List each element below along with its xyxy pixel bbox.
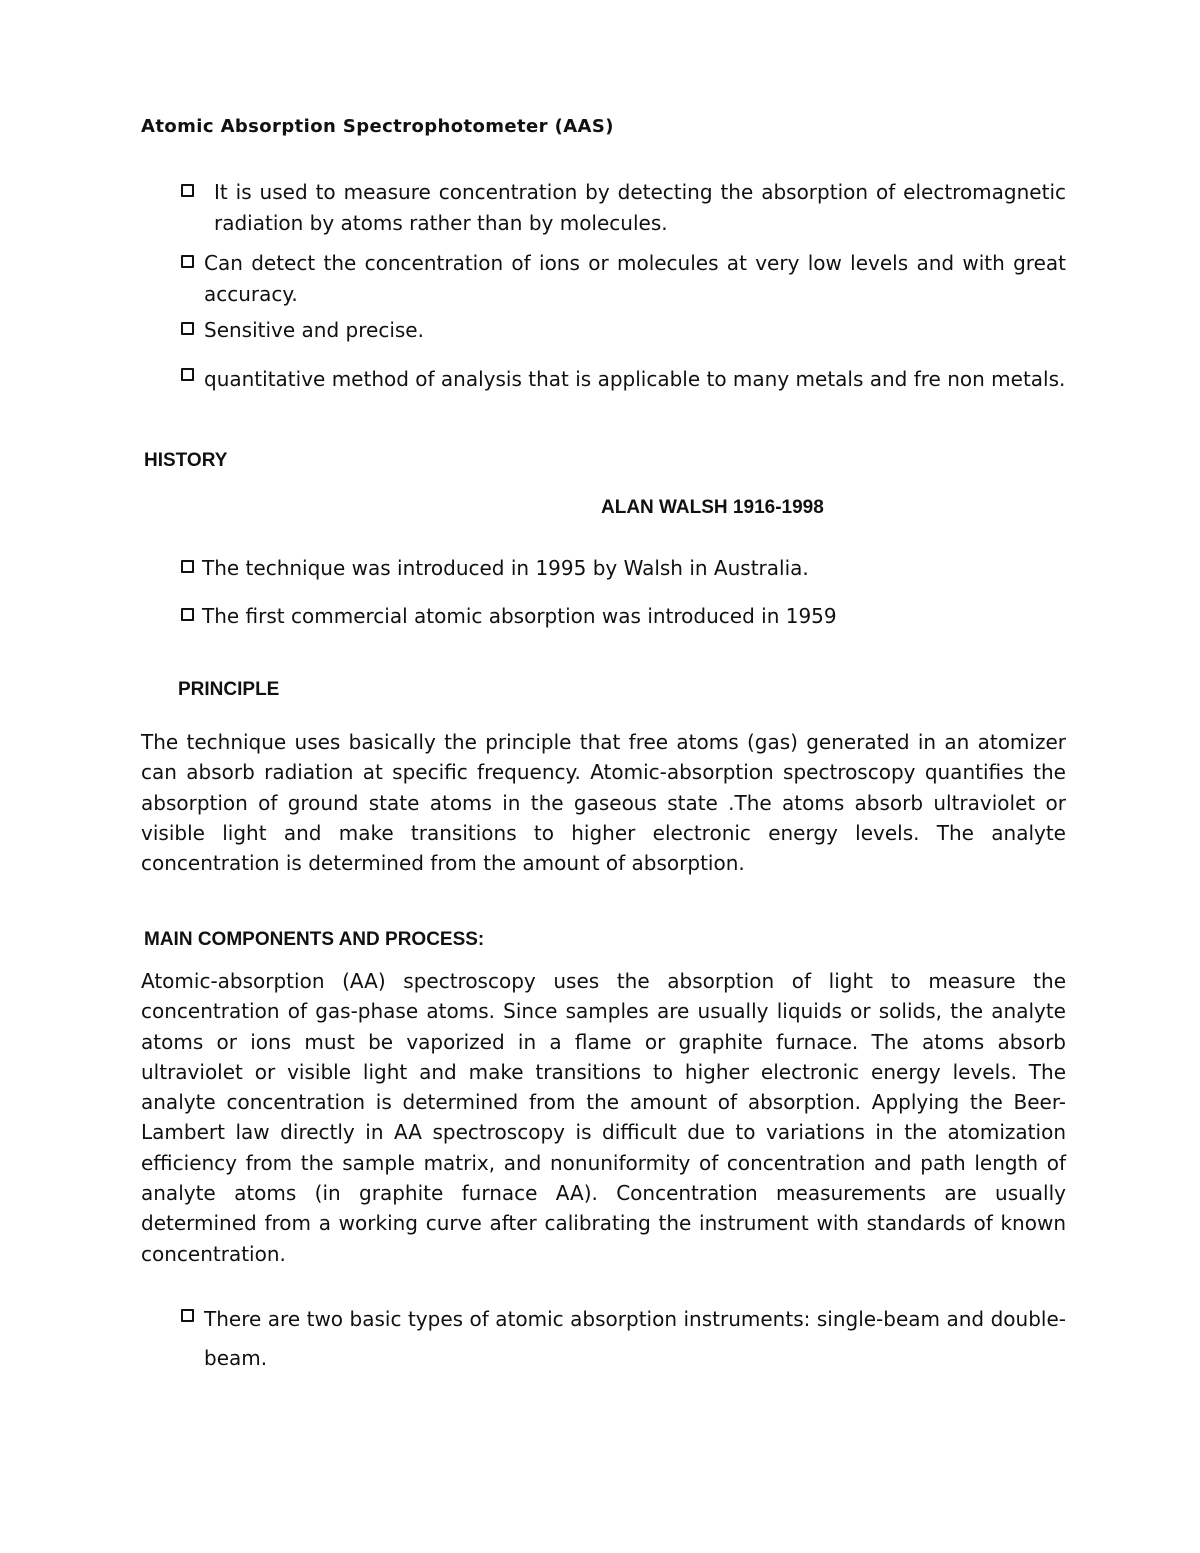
components-heading: MAIN COMPONENTS AND PROCESS: [144, 929, 485, 950]
bullet-item [181, 361, 1066, 397]
bullet-item [181, 315, 1066, 346]
checkbox-bullet-icon [181, 1309, 194, 1322]
principle-text: The technique uses basically the principle that free atoms (gas) generated in an atomizer can absorb radiation at specific frequency. Atomic-absorption spectroscopy quantifies the absorption of ground state atoms in the gaseous state .The atoms absorb ultraviolet or visible light and make transitions to higher electronic energy levels. The analyte concentration is determined from the amount of absorption. [141, 730, 1066, 876]
principle-heading: PRINCIPLE [178, 679, 280, 700]
bullet-text: It is used to measure concentration by detecting the absorption of electromagnetic radiation by atoms rather than by molecules. [214, 180, 1066, 235]
history-heading: HISTORY [144, 450, 228, 471]
checkbox-bullet-icon [181, 184, 194, 197]
bullet-item [181, 553, 1066, 584]
history-person: ALAN WALSH 1916-1998 [601, 497, 824, 518]
checkbox-bullet-icon [181, 560, 194, 573]
checkbox-bullet-icon [181, 368, 194, 381]
bullet-item [181, 1300, 1066, 1378]
bullet-text: quantitative method of analysis that is applicable to many metals and fre non metals. [204, 367, 1066, 391]
checkbox-bullet-icon [181, 608, 194, 621]
bullet-item [181, 248, 1066, 310]
bullet-text: Can detect the concentration of ions or molecules at very low levels and with great accuracy. [204, 251, 1066, 306]
bullet-text: The technique was introduced in 1995 by Walsh in Australia. [202, 556, 809, 580]
bullet-text: There are two basic types of atomic absorption instruments: single-beam and double-beam. [204, 1307, 1066, 1370]
checkbox-bullet-icon [181, 322, 194, 335]
bullet-text: Sensitive and precise. [204, 318, 424, 342]
bullet-text: The first commercial atomic absorption was introduced in 1959 [202, 604, 837, 628]
bullet-item [181, 177, 1066, 239]
components-text: Atomic-absorption (AA) spectroscopy uses the absorption of light to measure the concentration of gas-phase atoms. Since samples are usually liquids or solids, the analyte atoms or ions must be vaporized in a flame or graphite furnace. The atoms absorb ultraviolet or visible light and make transitions to higher electronic energy levels. The analyte concentration is determined from the amount of absorption. Applying the Beer-Lambert law directly in AA spectroscopy is difficult due to variations in the atomization efficiency from the sample matrix, and nonuniformity of concentration and path length of analyte atoms (in graphite furnace AA). Concentration measurements are usually determined from a working curve after calibrating the instrument with standards of known concentration. [141, 969, 1066, 1266]
bullet-item [181, 601, 1066, 632]
document-title: Atomic Absorption Spectrophotometer (AAS) [141, 116, 614, 137]
checkbox-bullet-icon [181, 255, 194, 268]
